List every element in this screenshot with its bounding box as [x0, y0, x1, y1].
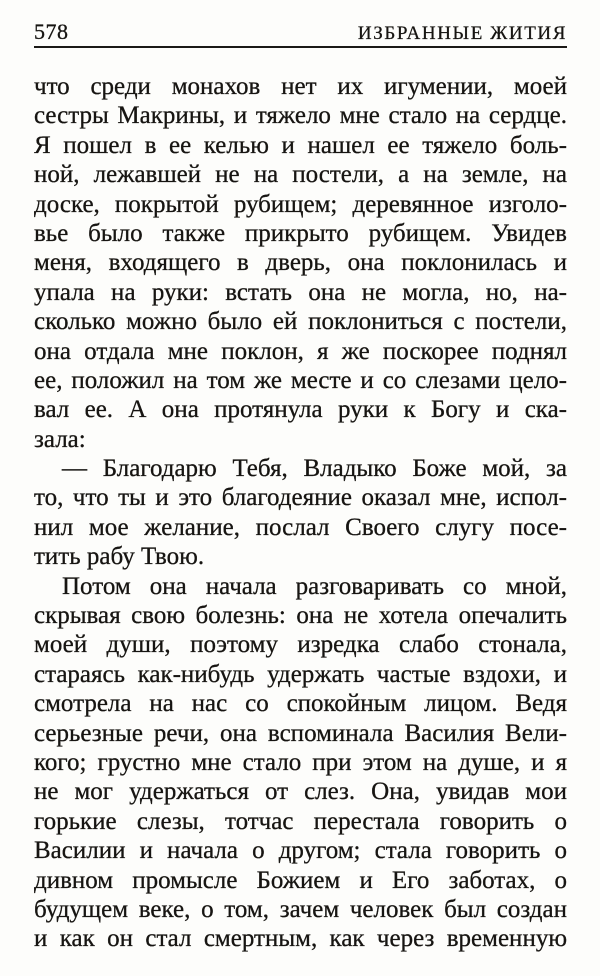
text-line: доске, покрытой рубищем; деревянное изголо- — [34, 190, 567, 218]
text-line: вал ее. А она протянула руки к Богу и ска- — [34, 396, 567, 424]
running-title: ИЗБРАННЫЕ ЖИТИЯ — [357, 23, 567, 44]
text-line: что среди монахов нет их игумении, моей — [34, 73, 567, 100]
text-line: — Благодарю Тебя, Владыко Боже мой, за — [62, 455, 567, 483]
text-line: вье было также прикрыто рубищем. Увидев — [34, 219, 567, 247]
text-line: ее, положил на том же месте и со слезами цело- — [34, 366, 567, 394]
paragraph — [34, 454, 567, 572]
page-header — [34, 19, 567, 48]
text-line: меня, входящего в дверь, она поклонилась и — [34, 249, 567, 277]
text-line: серьезные речи, она вспоминала Василия Вели- — [34, 719, 567, 747]
text-line: она отдала мне поклон, я же поскорее поднял — [34, 337, 567, 365]
text-line: не мог удержаться от слез. Она, увидав мои — [34, 778, 567, 806]
text-line: тить рабу Твою. — [34, 543, 205, 571]
text-line: нил мое желание, послал Своего слугу посе- — [34, 513, 567, 541]
text-line: дивном промысле Божием и Его заботах, о — [34, 866, 567, 894]
text-line: упала на руки: встать она не могла, но, на- — [34, 278, 567, 306]
text-line: скрывая свою болезнь: она не хотела опечалить — [34, 602, 567, 630]
text-line: сестры Макрины, и тяжело мне стало на сердце. — [34, 102, 567, 130]
text-line: кого; грустно мне стало при этом на душе, и я — [34, 748, 567, 776]
text-line: ной, лежавшей не на постели, а на земле, на — [34, 161, 567, 189]
page-number: 578 — [34, 19, 69, 44]
text-line: моей души, поэтому изредка слабо стонала, — [34, 631, 567, 659]
text-line: Василии и начала о другом; стала говорить о — [34, 837, 567, 865]
text-line: сколько можно было ей поклониться с постели, — [34, 308, 567, 336]
text-line: будущем веке, о том, зачем человек был создан — [34, 895, 567, 923]
text-line: Потом она начала разговаривать со мной, — [62, 572, 567, 600]
text-line: стараясь как-нибудь удержать частые вздохи, и — [34, 660, 567, 688]
text-line: то, что ты и это благодеяние оказал мне, испол- — [34, 484, 567, 512]
body-text — [34, 72, 567, 954]
text-line: горькие слезы, тотчас перестала говорить о — [34, 807, 567, 835]
paragraph — [34, 572, 567, 954]
text-line: смотрела на нас со спокойным лицом. Ведя — [34, 690, 567, 718]
paragraph — [34, 72, 567, 454]
text-line: и как он стал смертным, как через временную — [34, 925, 567, 953]
text-line: зала: — [34, 425, 86, 453]
text-line: Я пошел в ее келью и нашел ее тяжело боль- — [34, 131, 567, 159]
